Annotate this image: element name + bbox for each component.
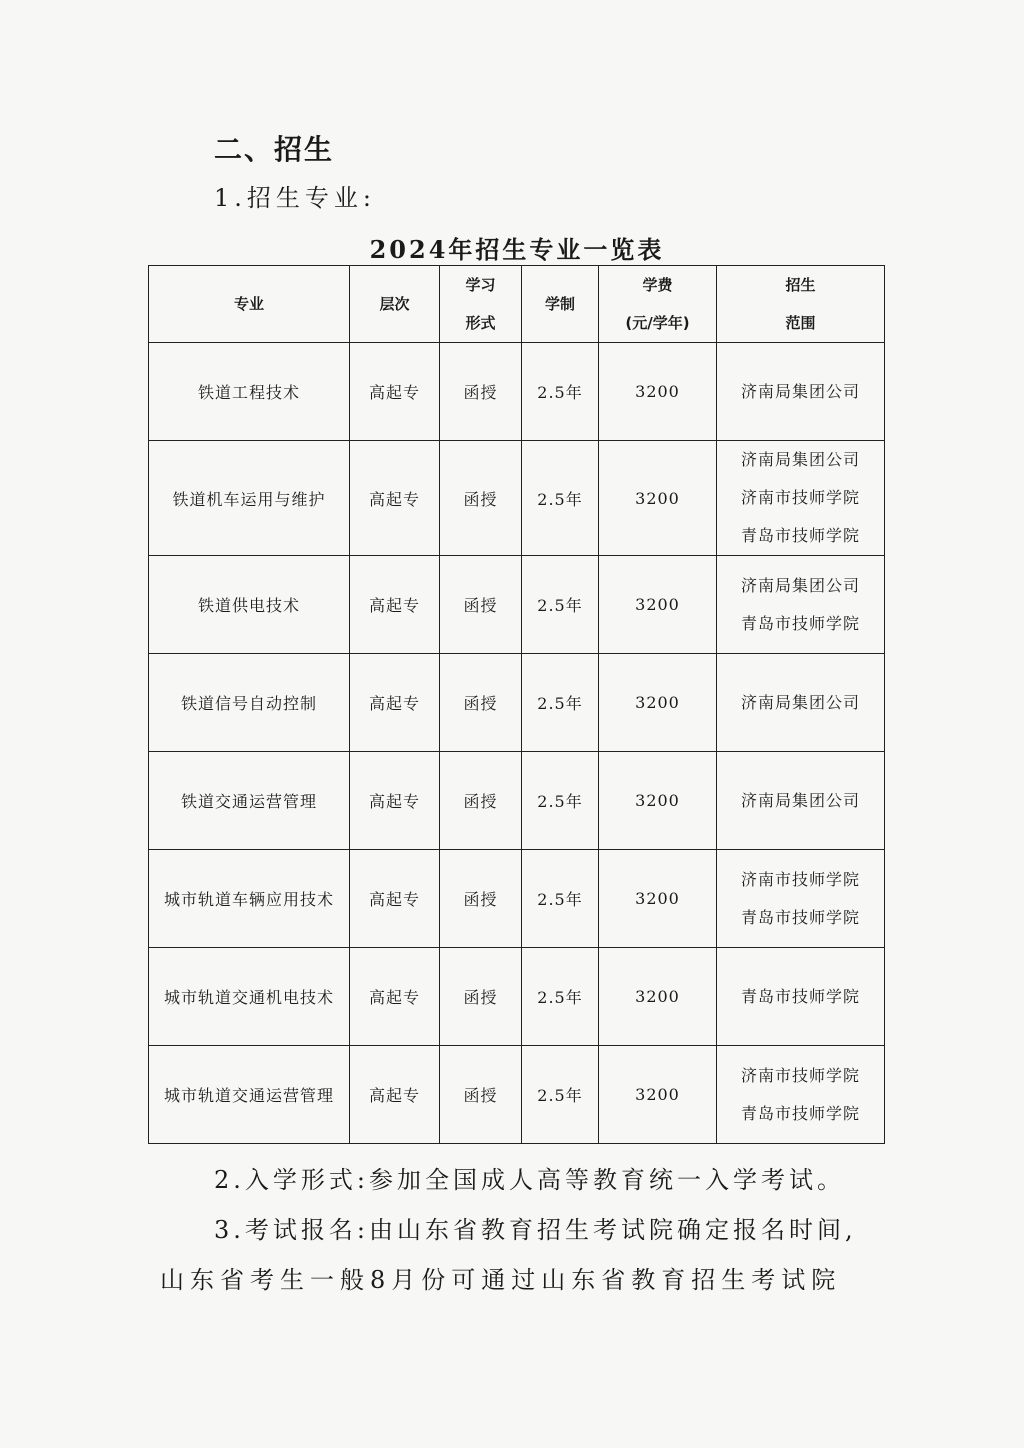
cell-major: 铁道机车运用与维护 [149,441,350,556]
cell-scope [717,948,885,1046]
table-row [149,850,885,948]
cell-study-form: 函授 [440,441,522,556]
table-row [149,441,885,556]
cell-level: 高起专 [350,948,440,1046]
cell-duration: 2.5年 [522,343,599,441]
table-body [149,343,885,1144]
cell-duration: 2.5年 [522,654,599,752]
section-heading: 二、招生 [214,133,335,166]
cell-duration: 2.5年 [522,556,599,654]
cell-major: 城市轨道车辆应用技术 [149,850,350,948]
scope-item: 济南市技师学院 [740,488,860,507]
cell-tuition: 3200 [599,343,717,441]
paragraph-exam-registration: 3.考试报名:由山东省教育招生考试院确定报名时间, [214,1216,857,1244]
cell-study-form: 函授 [440,850,522,948]
cell-study-form: 函授 [440,1046,522,1144]
scope-item: 青岛市技师学院 [740,526,860,545]
cell-scope [717,752,885,850]
cell-scope [717,1046,885,1144]
cell-level: 高起专 [350,752,440,850]
table-row [149,948,885,1046]
cell-level: 高起专 [350,441,440,556]
table-title: 2024年招生专业一览表 [369,235,665,264]
cell-major: 铁道交通运营管理 [149,752,350,850]
cell-tuition: 3200 [599,654,717,752]
table-row [149,752,885,850]
cell-study-form: 函授 [440,556,522,654]
header-major: 专业 [149,266,350,343]
cell-study-form: 函授 [440,948,522,1046]
majors-table [148,265,885,1144]
header-study-form-line1: 学习 [465,276,496,294]
header-duration: 学制 [522,266,599,343]
cell-duration: 2.5年 [522,850,599,948]
cell-level: 高起专 [350,850,440,948]
cell-study-form: 函授 [440,752,522,850]
cell-duration: 2.5年 [522,1046,599,1144]
cell-tuition: 3200 [599,752,717,850]
table-row [149,343,885,441]
header-tuition [599,266,717,343]
header-scope [717,266,885,343]
table-row [149,556,885,654]
scope-item: 青岛市技师学院 [740,1103,860,1123]
cell-major: 城市轨道交通机电技术 [149,948,350,1046]
header-tuition-line1: 学费 [642,276,673,294]
cell-scope [717,441,885,556]
table-row [149,654,885,752]
cell-study-form: 函授 [440,654,522,752]
cell-tuition: 3200 [599,556,717,654]
header-study-form-line2: 形式 [465,314,496,332]
scope-item: 青岛市技师学院 [740,613,860,633]
cell-major: 铁道供电技术 [149,556,350,654]
scope-item: 济南局集团公司 [740,381,860,401]
scope-item: 济南局集团公司 [740,692,860,712]
cell-major: 城市轨道交通运营管理 [149,1046,350,1144]
header-level: 层次 [350,266,440,343]
scope-item: 济南局集团公司 [740,575,860,595]
cell-duration: 2.5年 [522,752,599,850]
cell-tuition: 3200 [599,441,717,556]
cell-major: 铁道工程技术 [149,343,350,441]
cell-duration: 2.5年 [522,948,599,1046]
scope-item: 济南市技师学院 [740,869,860,889]
cell-tuition: 3200 [599,850,717,948]
sub-heading: 1.招生专业: [214,184,376,212]
cell-duration: 2.5年 [522,441,599,556]
table-row [149,1046,885,1144]
cell-level: 高起专 [350,654,440,752]
scope-item: 青岛市技师学院 [740,986,860,1006]
paragraph-admission-form: 2.入学形式:参加全国成人高等教育统一入学考试。 [214,1166,845,1194]
header-study-form [440,266,522,343]
scope-item: 济南市技师学院 [740,1065,860,1085]
header-tuition-line2: (元/学年) [625,314,690,332]
scope-item: 青岛市技师学院 [740,907,860,927]
scope-item: 济南局集团公司 [740,790,860,810]
cell-tuition: 3200 [599,948,717,1046]
cell-study-form: 函授 [440,343,522,441]
cell-scope [717,654,885,752]
cell-major: 铁道信号自动控制 [149,654,350,752]
cell-scope [717,343,885,441]
cell-scope [717,556,885,654]
header-scope-line2: 范围 [785,314,816,332]
scope-item: 济南局集团公司 [740,450,860,469]
header-scope-line1: 招生 [785,276,816,294]
cell-level: 高起专 [350,1046,440,1144]
cell-scope [717,850,885,948]
paragraph-exam-registration-cont: 山东省考生一般8月份可通过山东省教育招生考试院 [160,1266,842,1294]
cell-level: 高起专 [350,556,440,654]
table-header-row [149,266,885,343]
cell-tuition: 3200 [599,1046,717,1144]
cell-level: 高起专 [350,343,440,441]
